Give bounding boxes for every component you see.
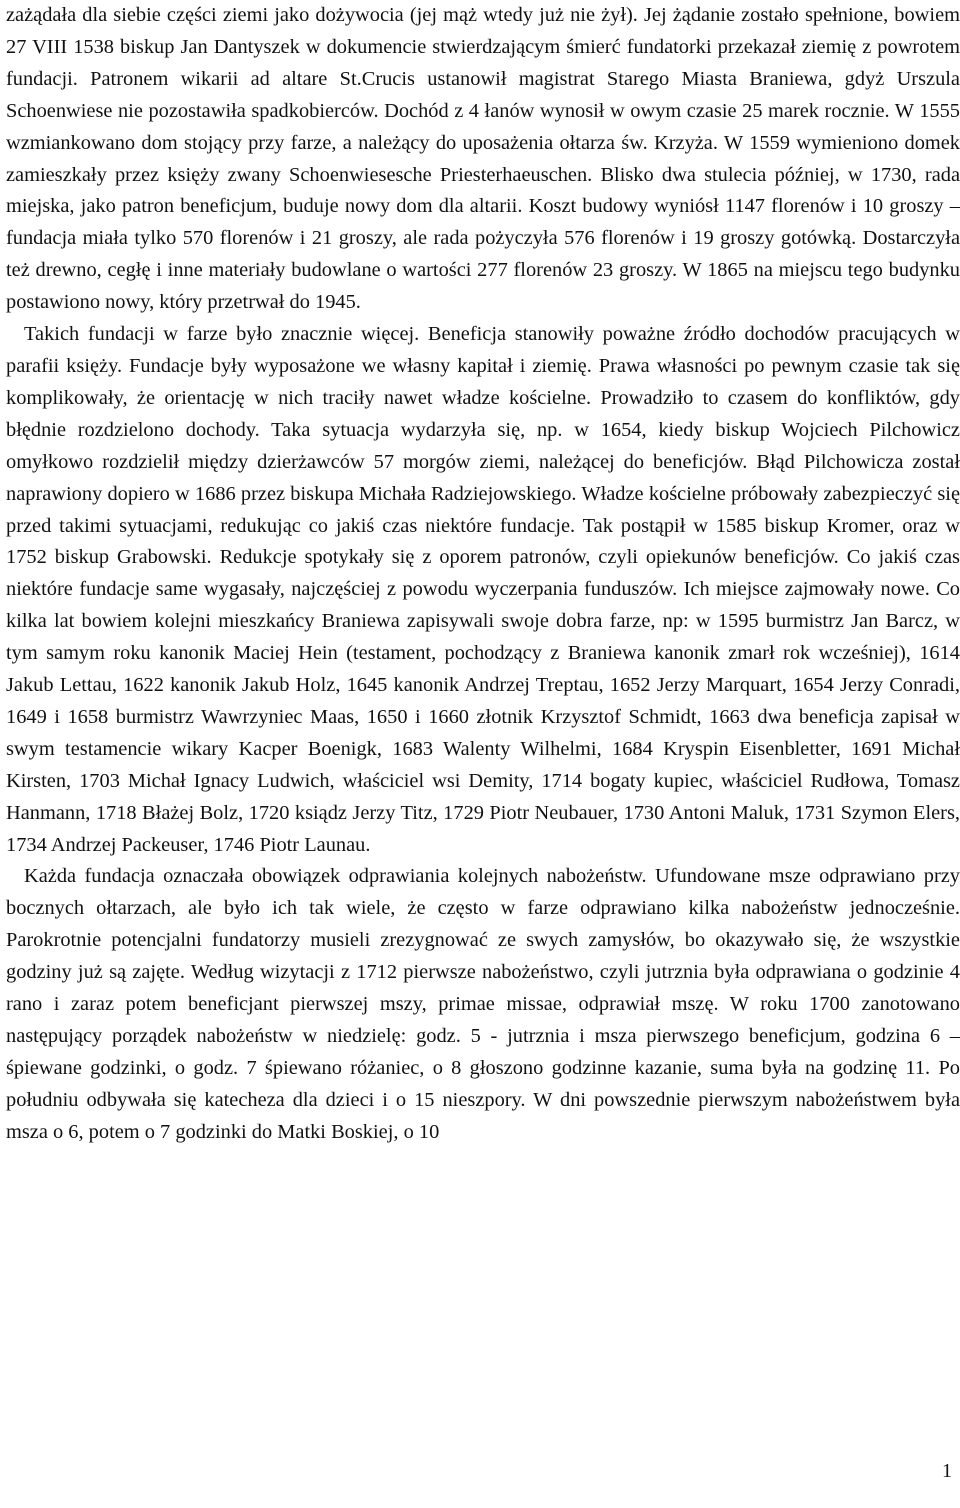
paragraph-services: Każda fundacja oznaczała obowiązek odprawiania kolejnych nabożeństw. Ufundowane msze odprawiano przy bocznych ołtarzach, ale było ich tak wiele, że często w farze odprawiano kilka nabożeństw jednocześnie. Parokrotnie potencjalni fundatorzy musieli zrezygnować ze swych zamysłów, bo okazywało się, że wszystkie godziny już są zajęte. Według wizytacji z 1712 pierwsze nabożeństwo, czyli jutrznia była odprawiana o godzinie 4 rano i zaraz potem beneficjant pierwszej mszy, primae missae, odprawiał mszę. W roku 1700 zanotowano następujący porządek nabożeństw w niedzielę: godz. 5 - jutrznia i msza pierwszego beneficjum, godzina 6 – śpiewane godzinki, o godz. 7 śpiewano różaniec, o 8 głoszono godzinne kazanie, suma była na godzinę 11. Po południu odbywała się katecheza dla dzieci i o 15 nieszpory. W dni powszednie pierwszym nabożeństwem była msza o 6, potem o 7 godzinki do Matki Boskiej, o 10 [6,865,960,1143]
paragraph-continuation: zażądała dla siebie części ziemi jako dożywocia (jej mąż wtedy już nie żył). Jej żądanie zostało spełnione, bowiem 27 VIII 1538 biskup Jan Dantyszek w dokumencie stwierdzającym śmierć fundatorki przekazał ziemię z powrotem fundacji. Patronem wikarii ad altare St.Crucis ustanowił magistrat Starego Miasta Braniewa, gdyż Urszula Schoenwiese nie pozostawiła spadkobierców. Dochód z 4 łanów wynosił w owym czasie 25 marek rocznie. W 1555 wzmiankowano dom stojący przy farze, a należący do uposażenia ołtarza św. Krzyża. W 1559 wymieniono domek zamieszkały przez księży zwany Schoenwiesesche Priesterhaeuschen. Blisko dwa stulecia później, w 1730, rada miejska, jako patron beneficjum, buduje nowy dom dla altarii. Koszt budowy wyniósł 1147 florenów i 10 groszy – fundacja miała tylko 570 florenów i 21 groszy, ale rada pożyczyła 576 florenów i 19 groszy gotówką. Dostarczyła też drewno, cegłę i inne materiały budowlane o wartości 277 florenów 23 groszy. W 1865 na miejscu tego budynku postawiono nowy, który przetrwał do 1945. [6,4,960,314]
page-number: 1 [942,1460,952,1482]
paragraph-foundations: Takich fundacji w farze było znacznie więcej. Beneficja stanowiły poważne źródło dochodów pracujących w parafii księży. Fundacje były wyposażone we własny kapitał i ziemię. Prawa własności po pewnym czasie tak się komplikowały, że orientację w nich traciły nawet władze kościelne. Prowadziło to czasem do konfliktów, gdy błędnie rozdzielono dochody. Taka sytuacja wydarzyła się, np. w 1654, kiedy biskup Wojciech Pilchowicz omyłkowo rozdzielił między dzierżawców 57 morgów ziemi, należącej do beneficjów. Błąd Pilchowicza został naprawiony dopiero w 1686 przez biskupa Michała Radziejowskiego. Władze kościelne próbowały zabezpieczyć się przed takimi sytuacjami, redukując co jakiś czas niektóre fundacje. Tak postąpił w 1585 biskup Kromer, oraz w 1752 biskup Grabowski. Redukcje spotykały się z oporem patronów, czyli opiekunów beneficjów. Co jakiś czas niektóre fundacje same wygasały, najczęściej z powodu wyczerpania funduszów. Ich miejsce zajmowały nowe. Co kilka lat bowiem kolejni mieszkańcy Braniewa zapisywali swoje dobra farze, np: w 1595 burmistrz Jan Barcz, w tym samym roku kanonik Maciej Hein (testament, pochodzący z Braniewa kanonik zmarł rok wcześniej), 1614 Jakub Lettau, 1622 kanonik Jakub Holz, 1645 kanonik Andrzej Treptau, 1652 Jerzy Marquart, 1654 Jerzy Conradi, 1649 i 1658 burmistrz Wawrzyniec Maas, 1650 i 1660 złotnik Krzysztof Schmidt, 1663 dwa beneficja zapisał w swym testamencie wikary Kacper Boenigk, 1683 Walenty Wilhelmi, 1684 Kryspin Eisenbletter, 1691 Michał Kirsten, 1703 Michał Ignacy Ludwich, właściciel wsi Demity, 1714 bogaty kupiec, właściciel Rudłowa, Tomasz Hanmann, 1718 Błażej Bolz, 1720 ksiądz Jerzy Titz, 1729 Piotr Neubauer, 1730 Antoni Maluk, 1731 Szymon Elers, 1734 Andrzej Packeuser, 1746 Piotr Launau. [6,323,960,856]
document-page [6,0,960,1149]
